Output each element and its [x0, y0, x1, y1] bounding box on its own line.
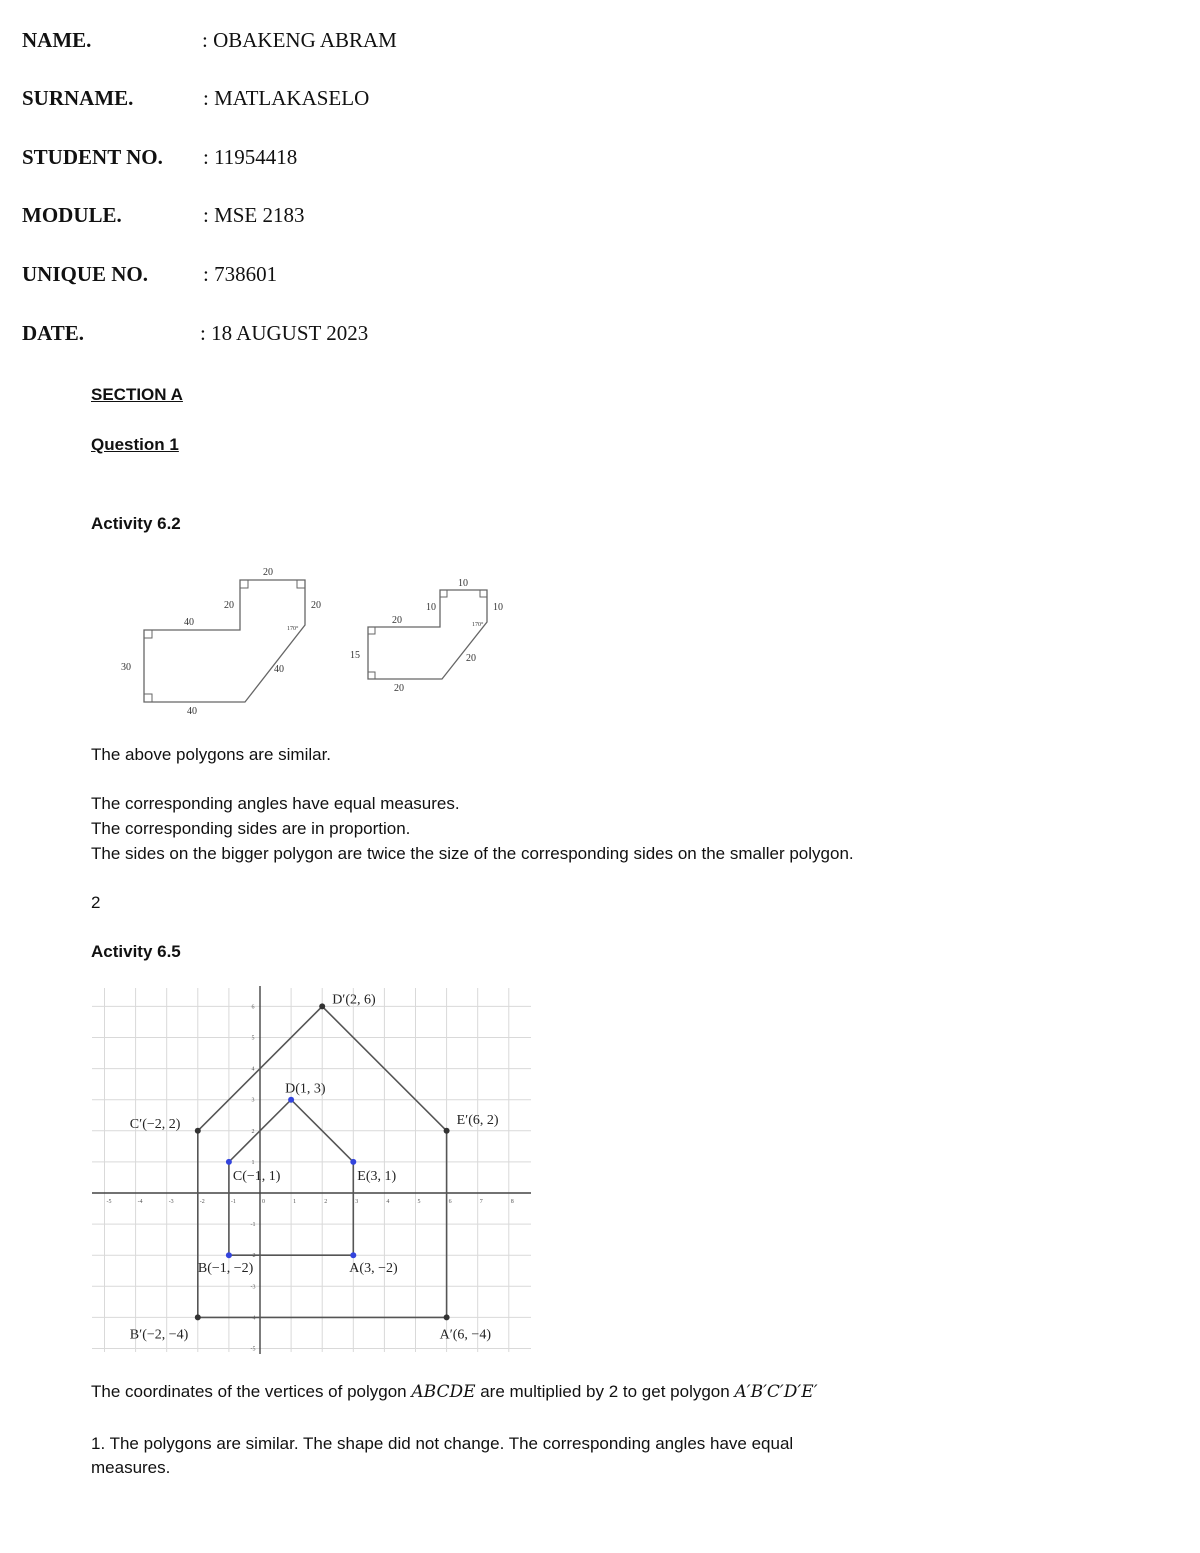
large-point-label: B′(−2, −4)	[129, 1327, 189, 1343]
large-point	[195, 1128, 201, 1134]
large-point	[444, 1314, 450, 1320]
large-point	[195, 1314, 201, 1320]
y-tick-label: -1	[250, 1222, 256, 1229]
small-point	[350, 1159, 356, 1165]
y-tick-label: 3	[251, 1097, 255, 1104]
small-point-label: B(−1, −2)	[197, 1261, 254, 1277]
activity-1-title: Activity 6.2	[91, 514, 181, 533]
x-tick-label: 0	[262, 1199, 265, 1205]
activity-2-title: Activity 6.5	[91, 942, 181, 961]
statement-similar: The above polygons are similar.	[91, 745, 332, 764]
question-title: Question 1	[91, 435, 179, 454]
big-angle-label: 170°	[287, 626, 299, 632]
date-label: DATE.	[22, 321, 85, 345]
y-tick-label: 1	[251, 1159, 255, 1166]
similar-polygons-figure	[110, 560, 530, 720]
small-point-label: C(−1, 1)	[232, 1168, 281, 1184]
x-tick-label: 3	[355, 1199, 359, 1205]
small-point-label: D(1, 3)	[285, 1081, 326, 1097]
module-value: : MSE 2183	[203, 203, 305, 227]
big-left-label: 30	[121, 662, 131, 673]
statement-twice: The sides on the bigger polygon are twice the size of the corresponding sides on the smaller polygon.	[91, 844, 854, 863]
small-point-label: E(3, 1)	[357, 1168, 397, 1184]
large-point-label: E′(6, 2)	[456, 1112, 499, 1128]
name-label: NAME.	[22, 28, 92, 52]
y-tick-label: 5	[251, 1035, 255, 1042]
date-value: : 18 AUGUST 2023	[200, 321, 369, 345]
x-tick-label: -4	[137, 1199, 143, 1205]
x-tick-label: -3	[168, 1199, 174, 1205]
unique-no-value: : 738601	[203, 262, 278, 286]
large-point-label: C′(−2, 2)	[129, 1116, 181, 1132]
student-no-value: : 11954418	[203, 145, 298, 169]
large-point-label: A′(6, −4)	[439, 1327, 492, 1343]
grid-lines	[92, 988, 531, 1352]
x-tick-label: -1	[230, 1199, 236, 1205]
section-title: SECTION A	[91, 385, 183, 404]
y-tick-label: -4	[250, 1315, 256, 1322]
small-left-upper-label: 10	[426, 602, 436, 613]
x-tick-label: -2	[199, 1199, 205, 1205]
small-angle-label: 170°	[472, 622, 484, 628]
coordinate-graph	[90, 984, 535, 1356]
statement-middle: are multiplied by 2 to get polygon	[475, 1382, 735, 1401]
name-value: : OBAKENG ABRAM	[202, 28, 397, 52]
student-no-label: STUDENT NO.	[22, 145, 163, 169]
big-upper-left-label: 40	[184, 617, 194, 628]
small-point	[288, 1097, 294, 1103]
small-diagonal-label: 20	[466, 653, 476, 664]
scale-answer: 2	[91, 893, 101, 912]
small-point	[350, 1252, 356, 1258]
big-bottom-label: 40	[187, 706, 197, 717]
statement-angles: The corresponding angles have equal measures.	[91, 794, 460, 813]
big-polygon	[144, 580, 305, 702]
module-label: MODULE.	[22, 203, 122, 227]
x-tick-label: 2	[324, 1199, 328, 1205]
big-left-upper-label: 20	[224, 600, 234, 611]
point-labels	[130, 992, 499, 1342]
x-tick-label: -5	[106, 1199, 112, 1205]
x-tick-label: 5	[417, 1199, 421, 1205]
x-tick-label: 1	[293, 1199, 297, 1205]
small-right-upper-label: 10	[493, 602, 503, 613]
x-tick-label: 6	[448, 1199, 452, 1205]
statement-sides: The corresponding sides are in proportion.	[91, 819, 411, 838]
polygon-small-name: ABCDE	[411, 1382, 476, 1402]
large-point-label: D′(2, 6)	[332, 992, 376, 1008]
axes	[92, 986, 531, 1354]
y-tick-label: 4	[251, 1066, 255, 1073]
small-left-label: 15	[350, 650, 360, 661]
small-upper-left-label: 20	[392, 615, 402, 626]
big-right-upper-label: 20	[311, 600, 321, 611]
small-top-label: 10	[458, 578, 468, 589]
answer-1: 1. The polygons are similar. The shape did not change. The corresponding angles have equal measures.	[91, 1434, 794, 1477]
surname-value: : MATLAKASELO	[203, 86, 370, 110]
y-tick-label: 6	[251, 1004, 255, 1011]
big-diagonal-label: 40	[274, 664, 284, 675]
tick-labels	[107, 1004, 514, 1352]
y-tick-label: -5	[250, 1346, 256, 1353]
unique-no-label: UNIQUE NO.	[22, 262, 149, 286]
small-point	[226, 1252, 232, 1258]
x-tick-label: 8	[510, 1199, 514, 1205]
small-point-label: A(3, −2)	[349, 1261, 398, 1277]
statement-prefix: The coordinates of the vertices of polygon	[91, 1382, 412, 1401]
large-point	[319, 1003, 325, 1009]
small-point	[226, 1159, 232, 1165]
multiply-statement	[91, 1382, 818, 1402]
x-tick-label: 7	[479, 1199, 483, 1205]
large-point	[444, 1128, 450, 1134]
y-tick-label: -2	[250, 1253, 256, 1260]
y-tick-label: -3	[250, 1284, 256, 1291]
surname-label: SURNAME.	[22, 86, 134, 110]
big-top-label: 20	[263, 567, 273, 578]
small-bottom-label: 20	[394, 683, 404, 694]
y-tick-label: 2	[251, 1128, 255, 1135]
x-tick-label: 4	[386, 1199, 390, 1205]
polygon-large-name: A′B′C′D′E′	[734, 1382, 818, 1402]
